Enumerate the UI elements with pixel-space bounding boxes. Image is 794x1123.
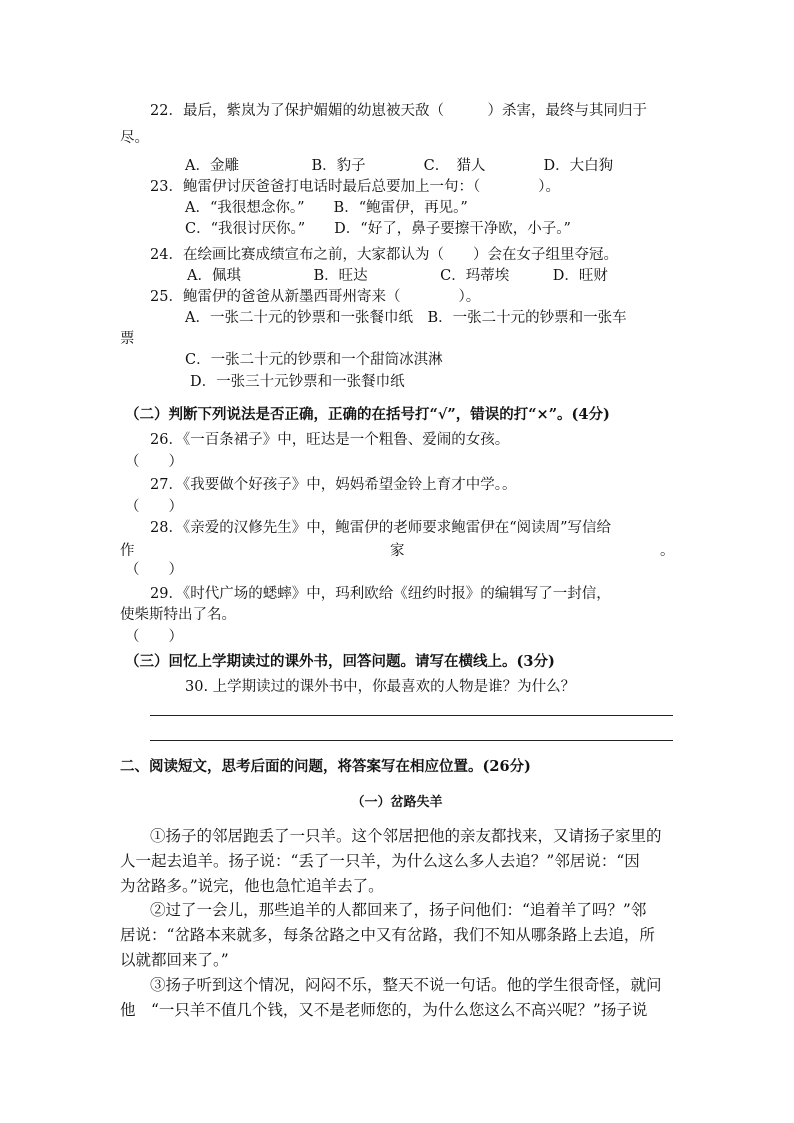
q24-stem: 24．在绘画比赛成绩宣布之前，大家都认为（ ）会在女子组里夺冠。: [150, 247, 618, 263]
q25-options-ab: A．一张二十元的钞票和一张餐巾纸 B．一张二十元的钞票和一张车: [185, 310, 627, 326]
passage-p2-line3: 以就都回来了。”: [120, 951, 229, 969]
q22-stem: 22．最后，紫岚为了保护媚媚的幼崽被天敌（ ）杀害，最终与其同归于: [150, 103, 647, 119]
part2-heading: 二、阅读短文，思考后面的问题，将答案写在相应位置。(26分): [120, 758, 531, 775]
answer-line-1[interactable]: [150, 715, 673, 716]
q27-text: 27．《我要做个好孩子》中，妈妈希望金铃上育才中学。。: [150, 477, 517, 493]
q24-options: A．佩琪 B．旺达 C．玛蒂埃 D．旺财: [187, 268, 608, 284]
section3-heading: （三）回忆上学期读过的课外书，回答问题。请写在横线上。(3分): [125, 653, 555, 670]
passage-p1-line2: 人一起去追羊。扬子说：“丢了一只羊，为什么这么多人去追？”邻居说：“因: [120, 852, 640, 870]
passage-p2-line1: ②过了一会儿，那些追羊的人都回来了，扬子问他们：“追着羊了吗？”邻: [150, 901, 647, 919]
section2-heading: （二）判断下列说法是否正确，正确的在括号打“√”，错误的打“×”。(4分): [125, 406, 610, 423]
q27-answer-bracket[interactable]: （ ）: [125, 499, 183, 515]
q25-option-b-cont: 票: [120, 331, 135, 347]
q25-option-d: D．一张三十元钞票和一张餐巾纸: [190, 374, 405, 390]
passage-p3-line2: 他 “一只羊不值几个钱，又不是老师您的，为什么您这么不高兴呢？”扬子说: [120, 1001, 648, 1019]
q23-options-cd: C．“我很讨厌你。” D．“好了，鼻子要擦干净欧，小子。”: [185, 221, 571, 237]
passage-title: （一）岔路失羊: [351, 795, 443, 810]
q25-stem: 25．鲍雷伊的爸爸从新墨西哥州寄来（ ）。: [150, 289, 481, 305]
q28-text: 28．《亲爱的汉修先生》中，鲍雷伊的老师要求鲍雷伊在“阅读周”写信给: [150, 520, 612, 536]
q22-options: A．金雕 B．豹子 C． 猎人 D．大白狗: [185, 158, 614, 174]
q22-stem-cont: 尽。: [120, 130, 149, 146]
q23-stem: 23．鲍雷伊讨厌爸爸打电话时最后总要加上一句：（ ）。: [150, 179, 560, 195]
passage-p1-line1: ①扬子的邻居跑丢了一只羊。这个邻居把他的亲友都找来，又请扬子家里的: [150, 827, 662, 845]
q28-text-cont-mid: 家: [390, 543, 405, 559]
q26-text: 26．《一百条裙子》中，旺达是一个粗鲁、爱闹的女孩。: [150, 432, 510, 448]
q26-answer-bracket[interactable]: （ ）: [125, 454, 183, 470]
q29-answer-bracket[interactable]: （ ）: [125, 629, 183, 645]
passage-p3-line1: ③扬子听到这个情况，闷闷不乐，整天不说一句话。他的学生很奇怪，就问: [150, 976, 662, 994]
q28-answer-bracket[interactable]: （ ）: [125, 562, 183, 578]
q28-text-cont-right: 。: [660, 543, 675, 559]
q30-text: 30. 上学期读过的课外书中，你最喜欢的人物是谁？为什么？: [185, 679, 576, 695]
answer-line-2[interactable]: [150, 740, 673, 741]
passage-p2-line2: 居说：“岔路本来就多，每条岔路之中又有岔路，我们不知从哪条路上去追，所: [120, 926, 655, 944]
q29-text: 29．《时代广场的蟋蟀》中，玛利欧给《纽约时报》的编辑写了一封信，: [150, 586, 611, 602]
passage-p1-line3: 为岔路多。”说完，他也急忙追羊去了。: [120, 877, 384, 895]
q23-options-ab: A．“我很想念你。” B．“鲍雷伊，再见。”: [185, 200, 468, 216]
q28-text-cont-left: 作: [120, 543, 135, 559]
q25-option-c: C．一张二十元的钞票和一个甜筒冰淇淋: [185, 352, 443, 368]
q29-text-cont: 使柴斯特出了名。: [120, 607, 236, 623]
